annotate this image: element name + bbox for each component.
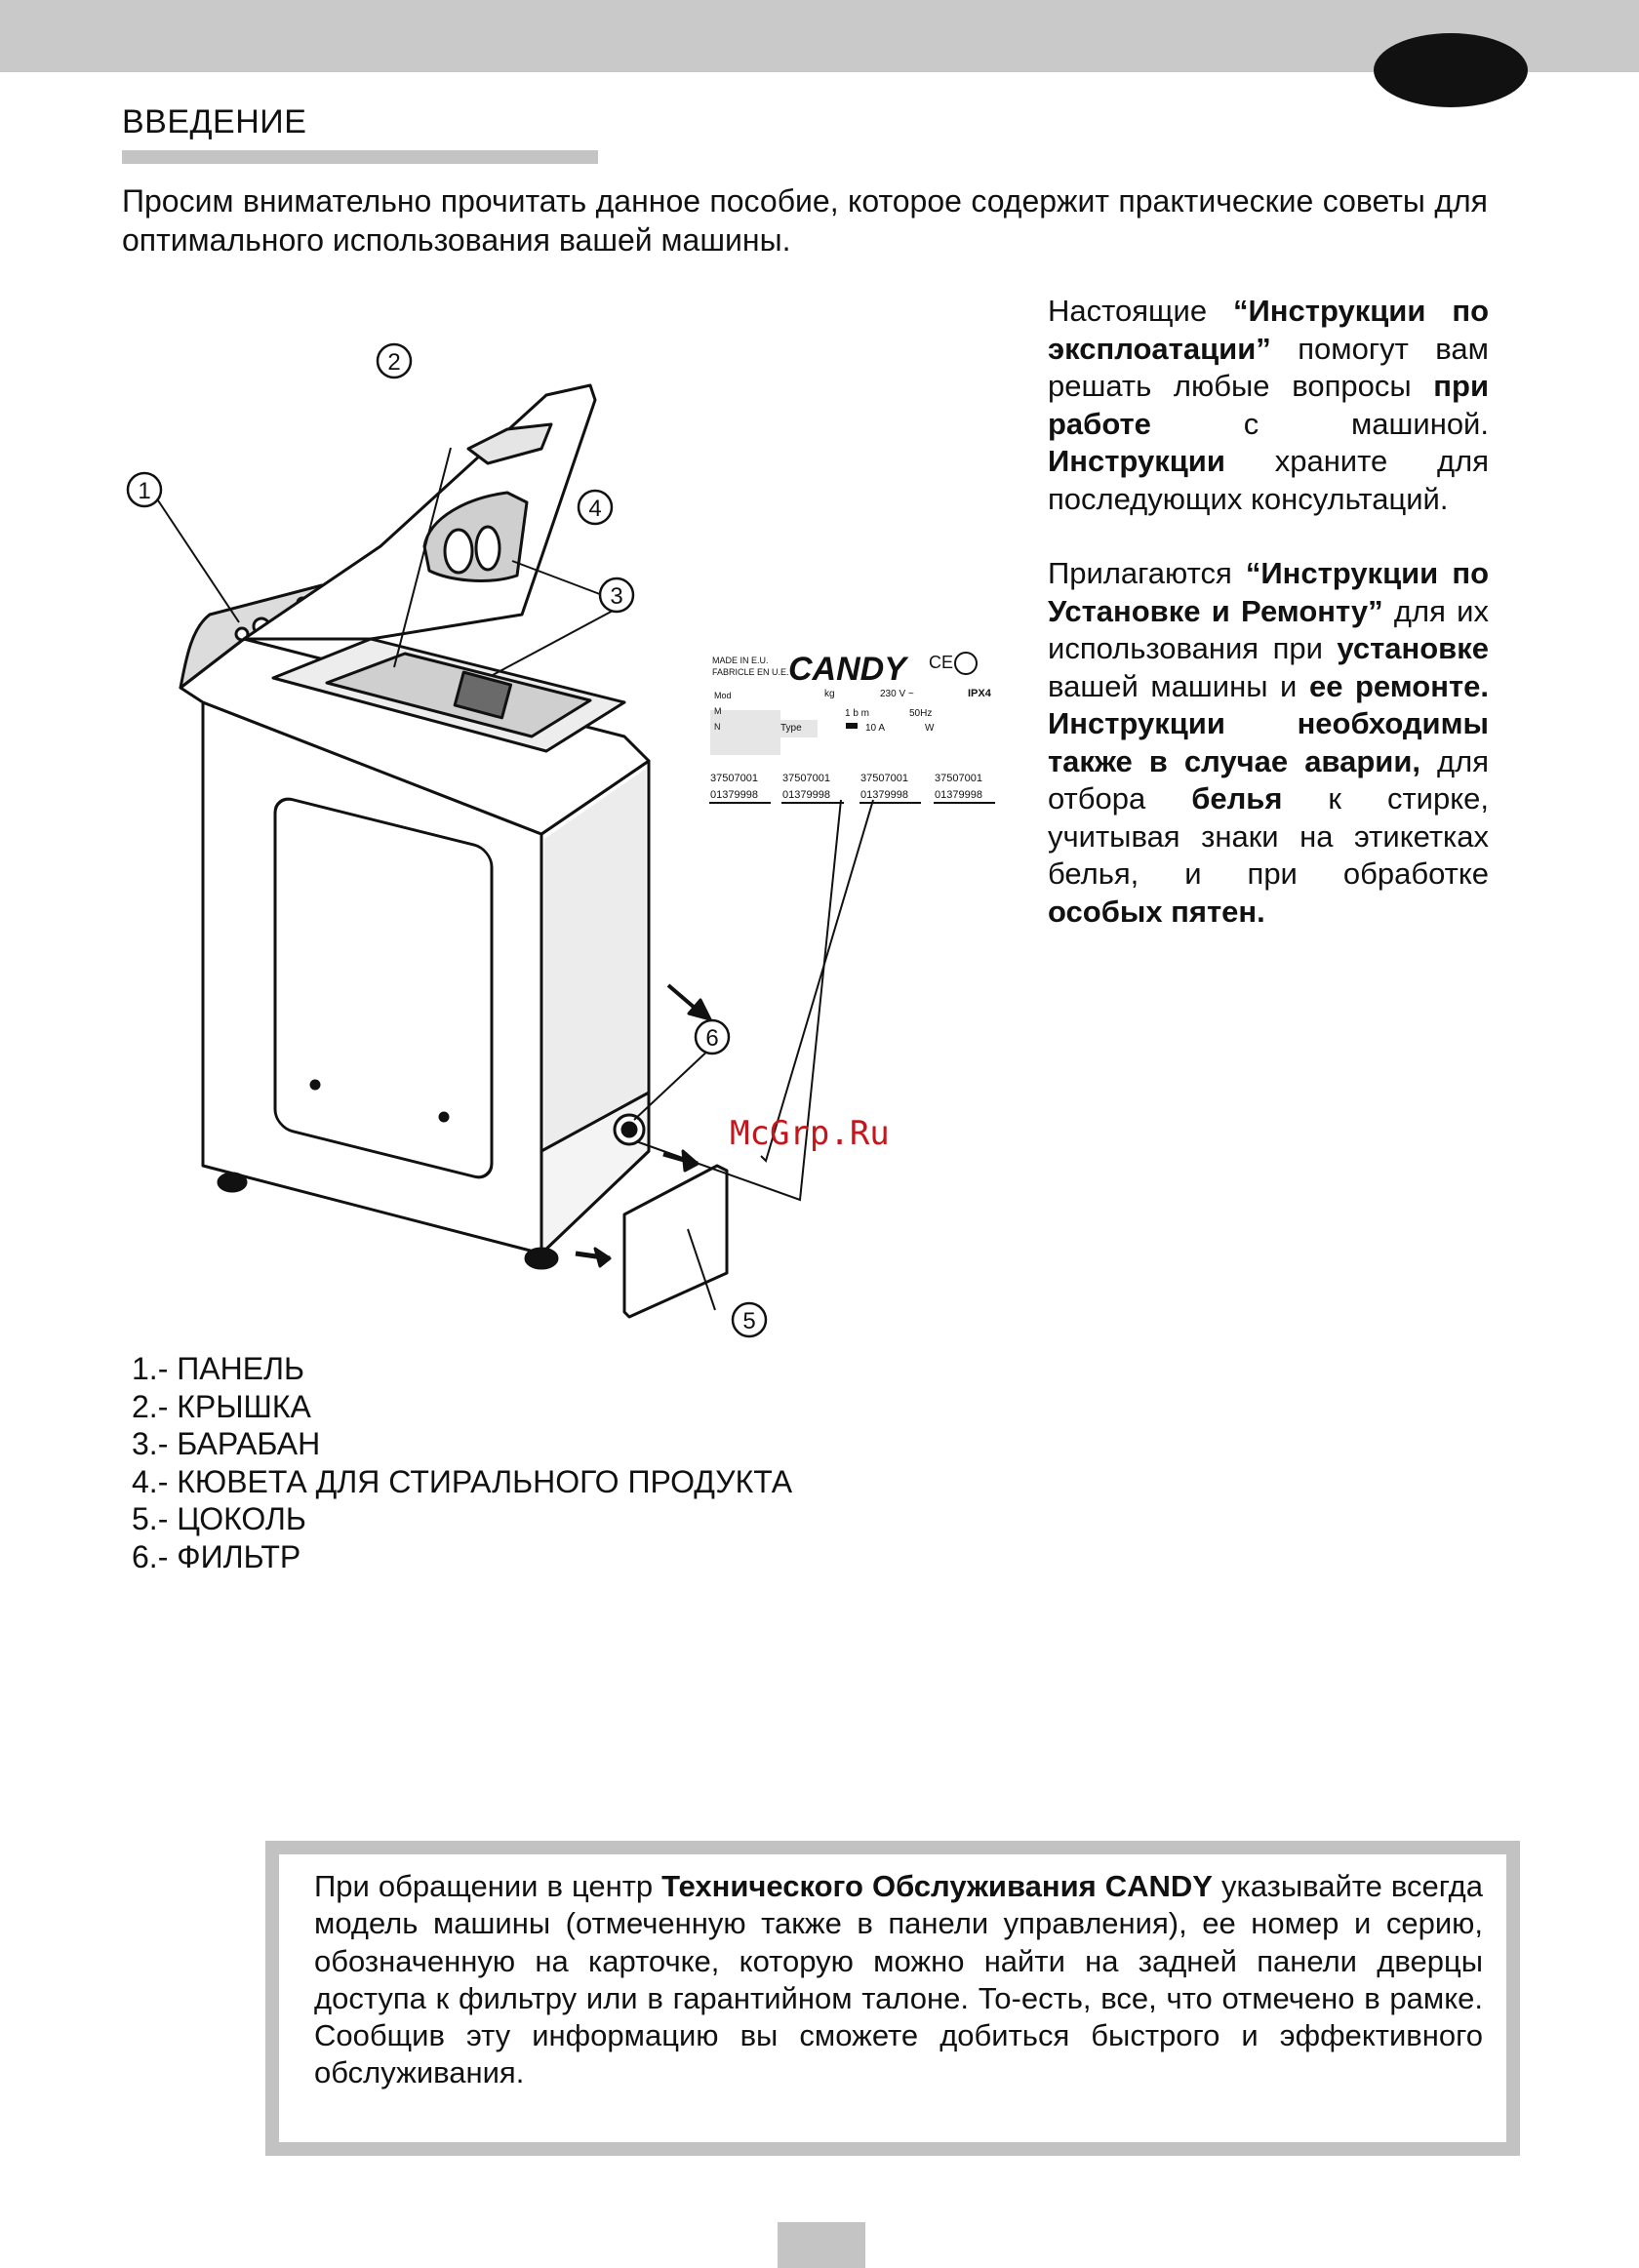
- legend-item-panel: 1.- ПАНЕЛЬ: [132, 1351, 305, 1386]
- svg-text:4: 4: [588, 496, 602, 522]
- svg-text:kg: kg: [824, 689, 835, 699]
- callout-2: [378, 344, 411, 378]
- side-p2-run: к стирке, учитывая знаки на этикетках белья, и при обработке: [1048, 781, 1489, 891]
- service-note-inner: [279, 1854, 1506, 2142]
- side-p1-run: при работе: [1048, 369, 1489, 441]
- side-p2-run: установке: [1337, 631, 1489, 665]
- svg-text:37507001: 37507001: [935, 773, 982, 784]
- svg-text:N: N: [714, 722, 721, 732]
- svg-text:MADE IN E.U.: MADE IN E.U.: [712, 656, 769, 665]
- callout-3: [600, 578, 633, 612]
- svg-text:Mod: Mod: [714, 691, 732, 700]
- svg-text:37507001: 37507001: [782, 773, 830, 784]
- service-note-box: [265, 1841, 1520, 2156]
- svg-text:50Hz: 50Hz: [909, 708, 933, 719]
- side-p2-run: белья: [1191, 781, 1283, 816]
- side-p2-run: Прилагаются: [1048, 556, 1246, 590]
- side-p2-run: “Инструкции по Установке и Ремонту”: [1048, 556, 1490, 628]
- machine-foot: [526, 1249, 557, 1268]
- parts-legend: [132, 1350, 792, 1576]
- side-p2-run: для их использования при: [1048, 593, 1489, 665]
- intro-text: Просим внимательно прочитать данное пособие, которое содержит практические советы для оптимального использования вашей машины.: [122, 183, 1488, 258]
- svg-text:01379998: 01379998: [860, 789, 908, 801]
- rating-label: [709, 651, 995, 803]
- svg-text:10 A: 10 A: [865, 723, 886, 734]
- svg-text:37507001: 37507001: [860, 773, 908, 784]
- legend-item-lid: 2.- КРЫШКА: [132, 1388, 311, 1424]
- svg-text:CANDY: CANDY: [788, 651, 906, 688]
- service-note-run: При обращении в центр: [314, 1869, 662, 1903]
- intro-paragraph: [122, 181, 1488, 259]
- side-p1-run: с машиной.: [1150, 406, 1489, 441]
- callout-1: [128, 473, 161, 506]
- legend-item-filter: 6.- ФИЛЬТР: [132, 1538, 301, 1574]
- svg-text:CE: CE: [929, 653, 954, 672]
- removed-plinth: [624, 1166, 727, 1317]
- svg-text:M: M: [714, 706, 722, 716]
- page-tab-marker: [1374, 33, 1528, 107]
- svg-text:W: W: [925, 723, 935, 734]
- watermark: McGrp.Ru: [730, 1114, 890, 1153]
- callout-5: [733, 1303, 766, 1336]
- svg-text:1 b m: 1 b m: [845, 708, 870, 719]
- legend-item-drum: 3.- БАРАБАН: [132, 1426, 321, 1462]
- side-paragraph-installation: [1048, 555, 1489, 931]
- side-p2-run: особых пятен.: [1048, 894, 1265, 929]
- side-p2-run: для отбора: [1048, 743, 1489, 816]
- svg-text:FABRICLE EN U.E.: FABRICLE EN U.E.: [712, 667, 789, 677]
- side-p2-run: вашей машины и: [1048, 668, 1309, 703]
- machine-foot: [219, 1174, 246, 1191]
- service-note-run: указывайте всегда модель машины (отмеченную также в панели управления), ее номер и серию, обозначенную на карточке, которую можно найти на задней панели дверцы доступа к фильтру или в гарантийном талоне. То-есть, все, что отмечено в рамке. Сообщив эту информацию вы сможете добиться быстрого и эффективного обслуживания.: [314, 1869, 1483, 2090]
- svg-text:2: 2: [387, 349, 401, 376]
- service-note-run: Технического Обслуживания CANDY: [661, 1869, 1213, 1903]
- svg-text:230 V ~: 230 V ~: [880, 689, 914, 699]
- section-title: ВВЕДЕНИЕ: [122, 103, 307, 140]
- serial-codes: [710, 773, 982, 801]
- side-p1-run: помогут вам решать любые вопросы: [1048, 331, 1489, 403]
- svg-text:5: 5: [742, 1308, 756, 1334]
- side-p1-run: храните для последующих консультаций.: [1048, 444, 1489, 516]
- svg-text:6: 6: [705, 1025, 719, 1052]
- side-p1-run: “Инструкции по эксплоатации”: [1048, 294, 1489, 366]
- svg-text:IPX4: IPX4: [968, 688, 991, 699]
- legend-item-detergent-drawer: 4.- КЮВЕТА ДЛЯ СТИРАЛЬНОГО ПРОДУКТА: [132, 1463, 793, 1499]
- svg-text:37507001: 37507001: [710, 773, 758, 784]
- side-paragraph-usage: [1048, 293, 1489, 518]
- svg-text:01379998: 01379998: [935, 789, 982, 801]
- side-p1-run: Настоящие: [1048, 294, 1234, 328]
- title-underline: [122, 150, 598, 164]
- callout-6: [696, 1020, 729, 1054]
- svg-text:3: 3: [610, 583, 623, 610]
- svg-text:Type: Type: [780, 723, 802, 734]
- svg-text:1: 1: [138, 478, 151, 504]
- callout-4: [579, 491, 612, 524]
- service-note-text: [314, 1868, 1483, 2092]
- svg-text:01379998: 01379998: [710, 789, 758, 801]
- svg-text:01379998: 01379998: [782, 789, 830, 801]
- legend-item-plinth: 5.- ЦОКОЛЬ: [132, 1501, 306, 1537]
- side-p1-run: Инструкции: [1048, 444, 1225, 478]
- washing-machine-diagram: [0, 293, 1048, 1346]
- page-number-box: [778, 2222, 865, 2268]
- front-door: [275, 795, 492, 1180]
- side-p2-run: ее ремонте. Инструкции необходимы также в случае аварии,: [1048, 668, 1489, 778]
- side-column: [1048, 293, 1489, 968]
